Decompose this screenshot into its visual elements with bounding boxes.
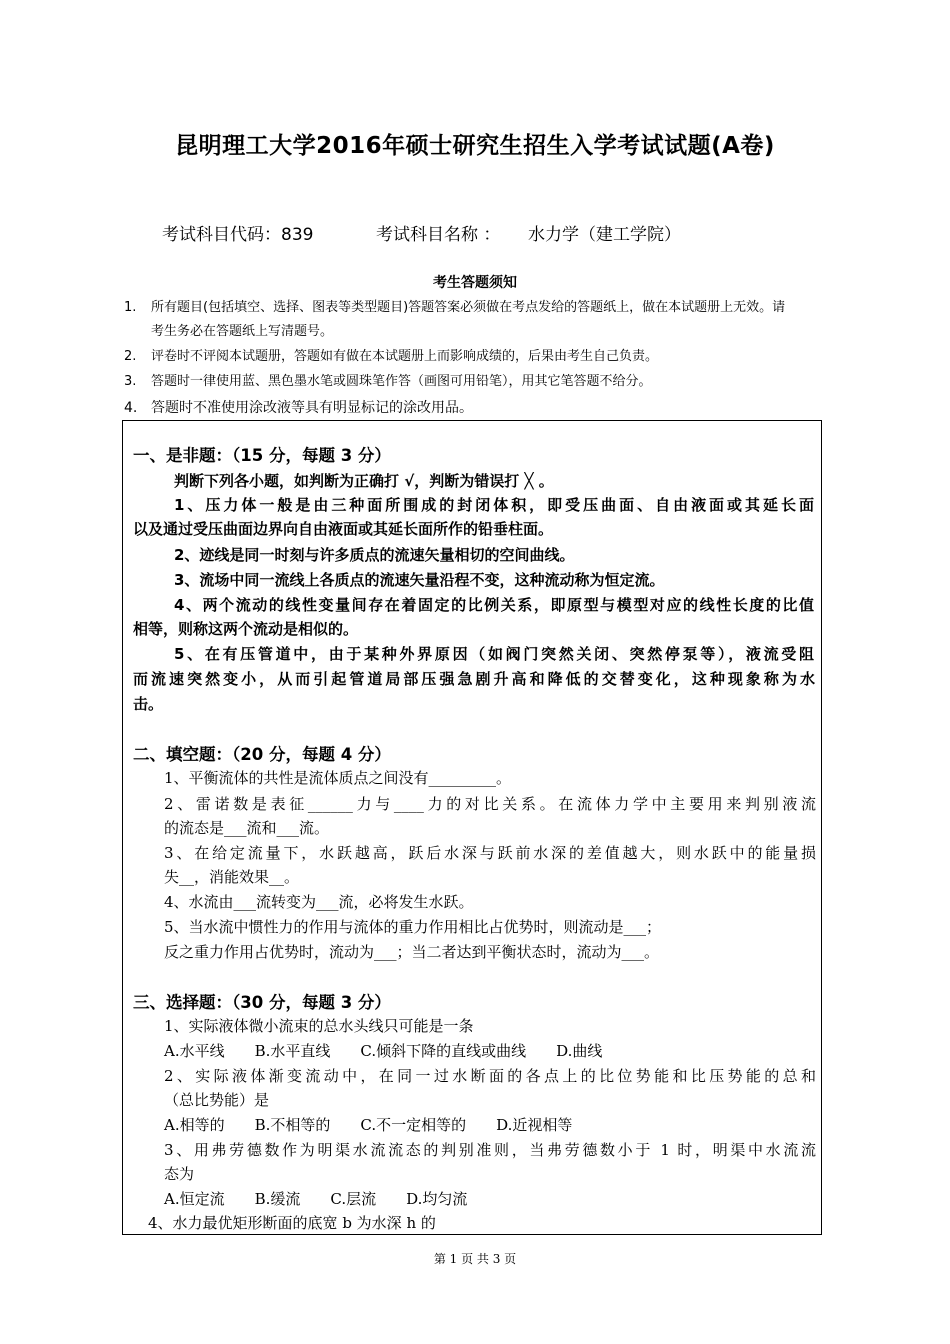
tf-question-4: 4、两个流动的线性变量间存在着固定的比例关系，即原型与模型对应的线性长度的比值 — [174, 596, 814, 614]
fill-question-2: 2、雷诺数是表征______力与____力的对比关系。在流体力学中主要用来判别液流 — [164, 795, 816, 813]
notice-text-line: 考生务必在答题纸上写清题号。 — [151, 324, 334, 339]
page-number: 第 1 页 共 3 页 — [433, 1252, 517, 1266]
fill-question-3-cont: 失__，消能效果__。 — [164, 868, 300, 886]
notice-item-3 — [124, 370, 844, 394]
tf-question-1: 1、压力体一般是由三种面所围成的封闭体积，即受压曲面、自由液面或其延长面 — [174, 496, 814, 514]
notice-number: 3. — [124, 374, 137, 389]
notice-text: 答题时不准使用涂改液等具有明显标记的涂改用品。 — [151, 400, 473, 416]
choice-question-2-options: A.相等的 B.不相等的 C.不一定相等的 D.近视相等 — [164, 1116, 573, 1134]
notice-item-4 — [124, 396, 844, 420]
notice-text: 评卷时不评阅本试题册，答题如有做在本试题册上而影响成绩的，后果由考生自己负责。 — [151, 349, 659, 364]
notice-item-2 — [124, 345, 844, 369]
tf-question-4-cont: 相等，则称这两个流动是相似的。 — [133, 620, 359, 638]
fill-question-5-cont: 反之重力作用占优势时，流动为___；当二者达到平衡状态时，流动为___。 — [164, 943, 660, 961]
subject-name-value: 水力学（建工学院） — [528, 225, 681, 245]
notice-number: 1. — [124, 300, 137, 315]
notice-number: 2. — [124, 349, 137, 364]
exam-title: 昆明理工大学2016年硕士研究生招生入学考试试题(A卷) — [175, 133, 775, 159]
choice-question-3-cont: 态为 — [164, 1165, 195, 1183]
notice-text — [151, 296, 841, 344]
notice-number: 4. — [124, 400, 138, 416]
choice-question-3-options: A.恒定流 B.缓流 C.层流 D.均匀流 — [164, 1190, 468, 1208]
choice-question-3: 3、用弗劳德数作为明渠水流流态的判别准则，当弗劳德数小于 1 时，明渠中水流流 — [164, 1141, 816, 1159]
fill-question-4: 4、水流由___流转变为___流，必将发生水跃。 — [164, 893, 474, 911]
choice-question-2-cont: （总比势能）是 — [164, 1091, 270, 1109]
choice-question-1: 1、实际液体微小流束的总水头线只可能是一条 — [164, 1017, 474, 1035]
subject-code: 考试科目代码：839 — [162, 225, 314, 245]
tf-question-5: 5、在有压管道中，由于某种外界原因（如阀门突然关闭、突然停泵等），液流受阻 — [174, 645, 814, 663]
section-2-heading: 二、填空题：（20 分，每题 4 分） — [133, 745, 391, 764]
notice-title: 考生答题须知 — [433, 275, 517, 291]
tf-question-3: 3、流场中同一流线上各质点的流速矢量沿程不变，这种流动称为恒定流。 — [174, 571, 665, 589]
choice-question-2: 2、实际液体渐变流动中，在同一过水断面的各点上的比位势能和比压势能的总和 — [164, 1067, 816, 1085]
notice-item-1 — [124, 296, 844, 344]
fill-question-3: 3、在给定流量下，水跃越高，跃后水深与跃前水深的差值越大，则水跃中的能量损 — [164, 844, 816, 862]
tf-question-1-cont: 以及通过受压曲面边界向自由液面或其延长面所作的铅垂柱面。 — [133, 520, 554, 538]
notice-text-line: 所有题目(包括填空、选择、图表等类型题目)答题答案必须做在考点发给的答题纸上，做在本试题册上无效。请 — [151, 300, 786, 315]
section-3-heading: 三、选择题：（30 分，每题 3 分） — [133, 993, 391, 1012]
fill-question-1: 1、平衡流体的共性是流体质点之间没有_________。 — [164, 769, 512, 787]
choice-question-1-options: A.水平线 B.水平直线 C.倾斜下降的直线或曲线 D.曲线 — [164, 1042, 603, 1060]
tf-question-5-cont: 而流速突然变小，从而引起管道局部压强急剧升高和降低的交替变化，这种现象称为水 — [133, 670, 815, 688]
section-1-heading: 一、是非题：（15 分，每题 3 分） — [133, 446, 391, 465]
section-1-instruction: 判断下列各小题，如判断为正确打 √，判断为错误打 ╳ 。 — [174, 472, 554, 490]
choice-question-4: 4、水力最优矩形断面的底宽 b 为水深 h 的 — [148, 1214, 436, 1232]
fill-question-5: 5、当水流中惯性力的作用与流体的重力作用相比占优势时，则流动是___； — [164, 918, 662, 936]
tf-question-5-end: 击。 — [133, 695, 164, 713]
tf-question-2: 2、迹线是同一时刻与许多质点的流速矢量相切的空间曲线。 — [174, 546, 575, 564]
subject-name-label: 考试科目名称 ： — [376, 225, 501, 245]
notice-text: 答题时一律使用蓝、黑色墨水笔或圆珠笔作答（画图可用铅笔），用其它笔答题不给分。 — [151, 374, 652, 389]
fill-question-2-cont: 的流态是___流和___流。 — [164, 819, 330, 837]
